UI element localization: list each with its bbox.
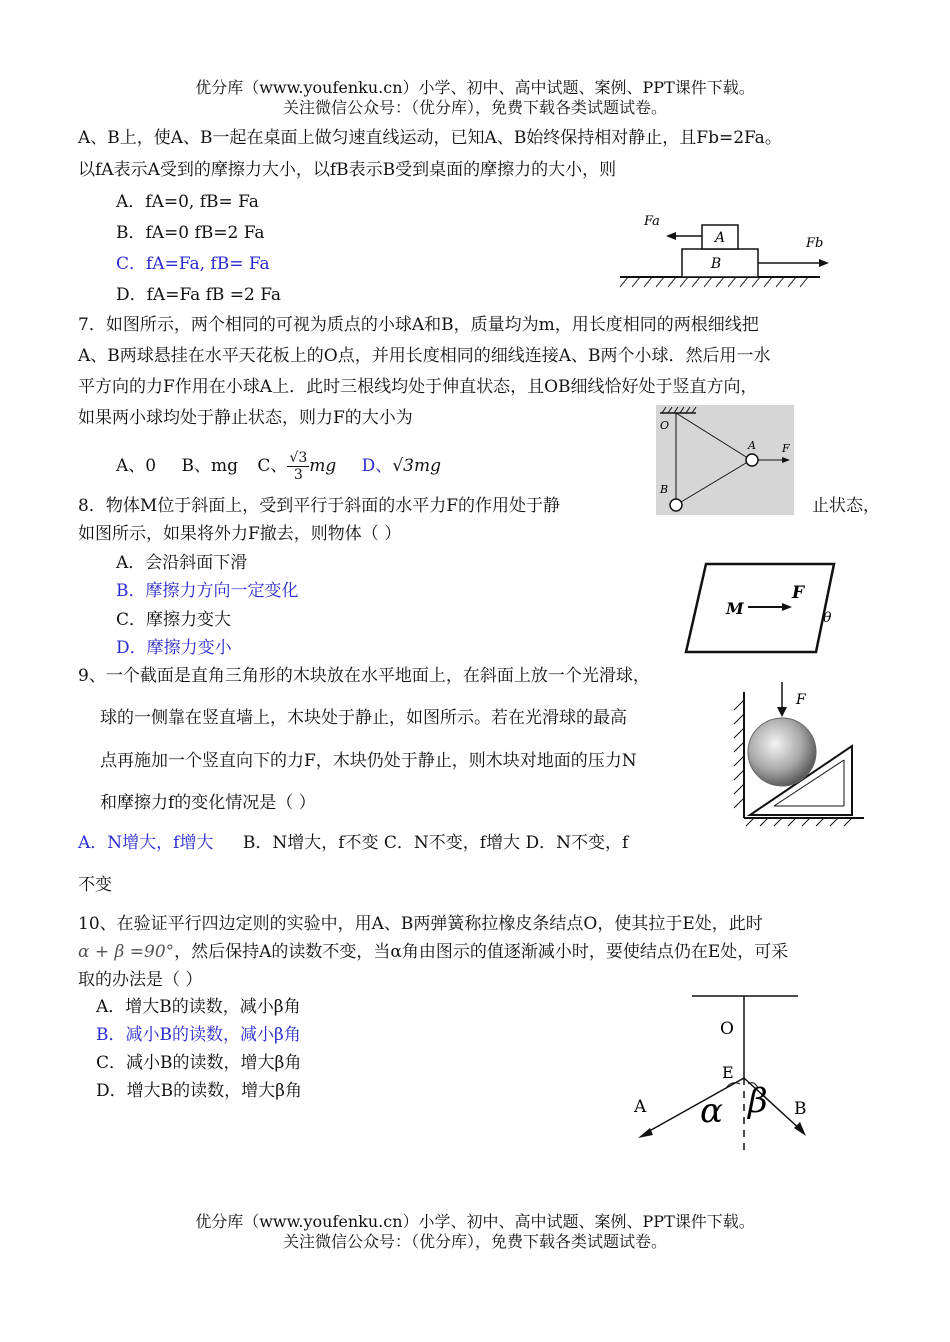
q8-stem-line-2: 如图所示，如果将外力F撤去，则物体（ ） bbox=[78, 524, 402, 544]
force-fb-label: Fb bbox=[806, 236, 824, 251]
force-f-label: F bbox=[782, 442, 790, 455]
q10-stem-line-2-text: ，然后保持A的读数不变，当α角由图示的值逐渐减小时，要使结点仍在E处，可采 bbox=[174, 942, 789, 962]
q6-blocks-figure bbox=[610, 205, 840, 295]
q9-stem-line-3: 点再施加一个竖直向下的力F，木块仍处于静止，则木块对地面的压力N bbox=[100, 751, 637, 771]
q10-option-d: D．增大B的读数，增大β角 bbox=[96, 1081, 302, 1101]
angle-beta-label: β bbox=[748, 1081, 768, 1121]
q8-incline-figure bbox=[682, 558, 842, 658]
q7-options bbox=[116, 450, 441, 483]
q9-option-a: A．N增大，f增大 bbox=[78, 833, 214, 853]
q10-option-a: A．增大B的读数，减小β角 bbox=[96, 997, 301, 1017]
q7-option-c-suffix: mg bbox=[309, 456, 337, 476]
q7-stem-line-2: A、B两球悬挂在水平天花板上的O点，并用长度相同的细线连接A、B两个小球．然后用一水 bbox=[78, 346, 771, 366]
force-f-label: F bbox=[796, 692, 806, 708]
block-b-label: B bbox=[710, 256, 722, 272]
q7-option-c-fraction bbox=[287, 450, 309, 483]
q7-option-a: A、0 bbox=[116, 456, 157, 476]
q7-option-d-value: √3mg bbox=[392, 456, 441, 476]
q7-option-c-prefix: C、 bbox=[257, 456, 288, 476]
q8-option-d: D．摩擦力变小 bbox=[116, 638, 232, 658]
q10-stem-line-2 bbox=[78, 941, 788, 963]
spring-b-label: B bbox=[794, 1099, 807, 1119]
header-line-1: 优分库（www.youfenku.cn）小学、初中、高中试题、案例、PPT课件下载。 bbox=[195, 78, 755, 97]
q9-options bbox=[78, 832, 628, 854]
ball-a-label: A bbox=[748, 439, 756, 452]
footer-line-2: 关注微信公众号：（优分库），免费下载各类试题试卷。 bbox=[282, 1232, 667, 1251]
q9-stem-line-1: 9、一个截面是直角三角形的木块放在水平地面上，在斜面上放一个光滑球， bbox=[78, 666, 650, 686]
spring-a-label: A bbox=[634, 1097, 647, 1117]
q7-option-b: B、mg bbox=[181, 456, 238, 476]
smooth-ball bbox=[748, 718, 816, 786]
q8-option-a: A．会沿斜面下滑 bbox=[116, 553, 248, 573]
q7-stem-line-3: 平方向的力F作用在小球A上．此时三根线均处于伸直状态，且OB细线恰好处于竖直方向， bbox=[78, 377, 758, 397]
q10-force-figure bbox=[620, 988, 820, 1158]
q10-angle-formula: α + β =90° bbox=[78, 942, 175, 962]
header-line-2: 关注微信公众号：（优分库），免费下载各类试题试卷。 bbox=[282, 98, 667, 117]
angle-alpha-label: α bbox=[700, 1091, 723, 1131]
force-f-label: F bbox=[792, 583, 805, 603]
q6-option-c: C．fA=Fa, fB= Fa bbox=[116, 254, 270, 274]
q9-stem-line-2: 球的一侧靠在竖直墙上，木块处于静止，如图所示。若在光滑球的最高 bbox=[100, 708, 627, 728]
q6-option-b: B．fA=0 fB=2 Fa bbox=[116, 223, 265, 243]
force-fa-label: Fa bbox=[644, 214, 660, 229]
q6-stem-line-2: 以fA表示A受到的摩擦力大小，以fB表示B受到桌面的摩擦力的大小，则 bbox=[78, 160, 617, 180]
object-m-label: M bbox=[726, 599, 744, 618]
angle-theta-label: θ bbox=[823, 610, 832, 626]
q8-option-b: B．摩擦力方向一定变化 bbox=[116, 581, 299, 601]
point-e-label: E bbox=[722, 1063, 734, 1082]
q6-option-a: A．fA=0, fB= Fa bbox=[116, 192, 259, 212]
q6-option-d: D．fA=Fa fB =2 Fa bbox=[116, 285, 282, 305]
q7-stem-line-4: 如果两小球均处于静止状态，则力F的大小为 bbox=[78, 408, 413, 428]
q10-option-c: C．减小B的读数，增大β角 bbox=[96, 1053, 302, 1073]
q8-option-c: C．摩擦力变大 bbox=[116, 610, 232, 630]
q8-stem-line-1-end: 止状态， bbox=[812, 496, 880, 516]
q8-stem-line-1: 8．物体M位于斜面上，受到平行于斜面的水平力F的作用处于静 bbox=[78, 496, 561, 516]
q10-stem-line-3: 取的办法是（ ） bbox=[78, 970, 203, 990]
q7-option-c-numerator: √3 bbox=[289, 450, 308, 466]
q9-option-d-tail: 不变 bbox=[78, 875, 112, 895]
q9-options-bcd: B．N增大，f不变 C．N不变，f增大 D．N不变，f bbox=[242, 833, 629, 853]
q7-pendulum-figure bbox=[656, 405, 794, 515]
block-a-label: A bbox=[714, 230, 726, 246]
q7-stem-line-1: 7．如图所示，两个相同的可视为质点的小球A和B，质量均为m，用长度相同的两根细线把 bbox=[78, 315, 759, 335]
q7-option-d-prefix: D、 bbox=[361, 456, 393, 476]
point-o-label: O bbox=[720, 1019, 734, 1039]
q10-option-b: B．减小B的读数，减小β角 bbox=[96, 1025, 301, 1045]
q9-stem-line-4: 和摩擦力f的变化情况是（ ） bbox=[100, 793, 316, 813]
footer-line-1: 优分库（www.youfenku.cn）小学、初中、高中试题、案例、PPT课件下载。 bbox=[195, 1212, 755, 1231]
q7-option-c-denominator: 3 bbox=[293, 467, 303, 483]
q6-stem-line-1: A、B上，使A、B一起在桌面上做匀速直线运动，已知A、B始终保持相对静止，且Fb=2Fa。 bbox=[78, 128, 782, 148]
ball-b-label: B bbox=[660, 483, 669, 496]
point-o-label: O bbox=[660, 419, 670, 432]
q10-stem-line-1: 10、在验证平行四边定则的实验中，用A、B两弹簧称拉橡皮条结点O，使其拉于E处，此时 bbox=[78, 914, 763, 934]
q9-ball-wedge-figure bbox=[724, 680, 874, 830]
